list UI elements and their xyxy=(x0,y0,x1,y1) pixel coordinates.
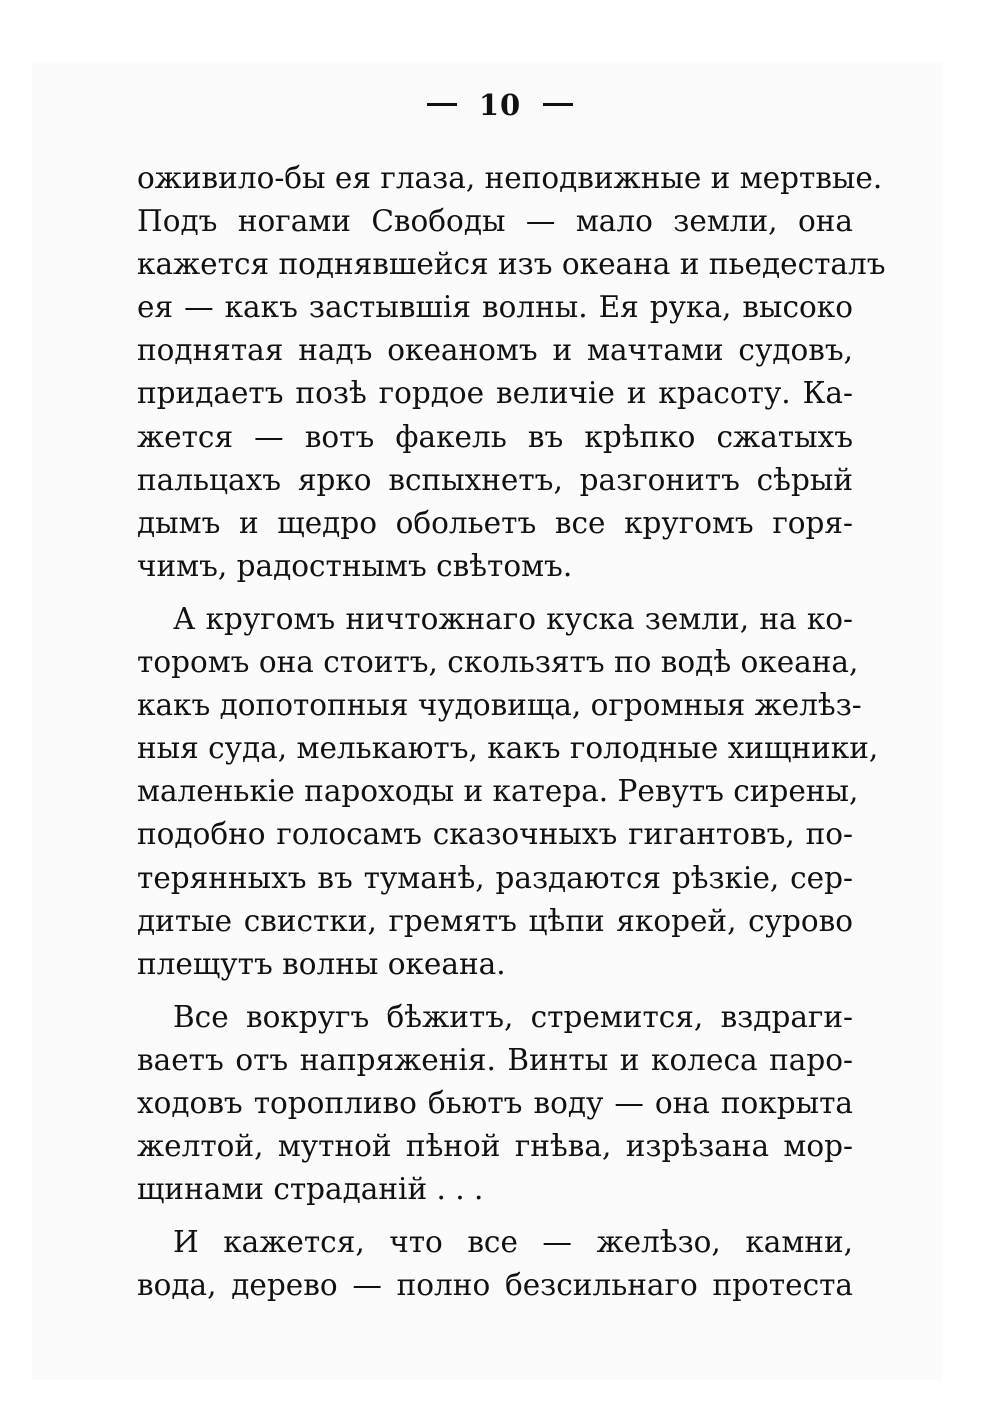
text-line: придаетъ позѣ гордое величіе и красоту. Ка- xyxy=(137,376,853,411)
page-number-header xyxy=(0,88,1000,122)
text-line: плещутъ волны океана. xyxy=(137,946,506,981)
text-line: терянныхъ въ туманѣ, раздаются рѣзкіе, сер- xyxy=(137,860,853,895)
text-line: кажется поднявшейся изъ океана и пьедесталъ xyxy=(137,247,886,282)
page-number: 10 xyxy=(478,88,522,122)
text-line: желтой, мутной пѣной гнѣва, изрѣзана мор- xyxy=(137,1129,853,1164)
text-line: щинами страданій . . . xyxy=(137,1172,484,1207)
text-line: Подъ ногами Свободы — мало земли, она xyxy=(137,204,853,239)
text-line: подобно голосамъ сказочныхъ гигантовъ, по- xyxy=(137,817,853,852)
text-line: ходовъ торопливо бьютъ воду — она покрыта xyxy=(137,1085,853,1120)
paragraph-gap xyxy=(137,588,853,598)
text-line: маленькіе пароходы и катера. Ревутъ сирены, xyxy=(137,774,859,809)
text-line: А кругомъ ничтожнаго куска земли, на ко- xyxy=(173,601,853,636)
paragraph xyxy=(137,598,879,986)
paragraph xyxy=(137,157,886,588)
text-line: ваетъ отъ напряженія. Винты и колеса паро- xyxy=(137,1042,853,1077)
left-dash xyxy=(427,103,457,106)
right-dash xyxy=(543,103,573,106)
text-line: чимъ, радостнымъ свѣтомъ. xyxy=(137,548,573,583)
text-line: пальцахъ ярко вспыхнетъ, разгонитъ сѣрый xyxy=(137,462,853,497)
text-line: жется — вотъ факель въ крѣпко сжатыхъ xyxy=(137,419,853,454)
text-line: оживило-бы ея глаза, неподвижные и мертвые. xyxy=(137,161,883,195)
page-text xyxy=(137,157,886,1307)
text-line: И кажется, что все — желѣзо, камни, xyxy=(173,1225,853,1260)
paragraph xyxy=(137,996,853,1211)
paragraph-gap xyxy=(137,986,853,996)
text-line: торомъ она стоитъ, скользятъ по водѣ океана, xyxy=(137,645,859,680)
text-line: дымъ и щедро обольетъ все кругомъ горя- xyxy=(137,505,853,540)
text-line: вода, дерево — полно безсильнаго протеста xyxy=(137,1268,853,1303)
paragraph xyxy=(137,1221,853,1307)
text-line: Все вокругъ бѣжитъ, стремится, вздраги- xyxy=(173,999,853,1034)
text-line: поднятая надъ океаномъ и мачтами судовъ, xyxy=(137,333,853,368)
paragraph-gap xyxy=(137,1211,853,1221)
text-line: ея — какъ застывшія волны. Ея рука, высоко xyxy=(137,290,853,325)
text-line: дитые свистки, гремятъ цѣпи якорей, сурово xyxy=(137,903,853,938)
text-line: какъ допотопныя чудовища, огромныя желѣз- xyxy=(137,688,862,723)
text-line: ныя суда, мелькаютъ, какъ голодные хищники, xyxy=(137,731,879,766)
